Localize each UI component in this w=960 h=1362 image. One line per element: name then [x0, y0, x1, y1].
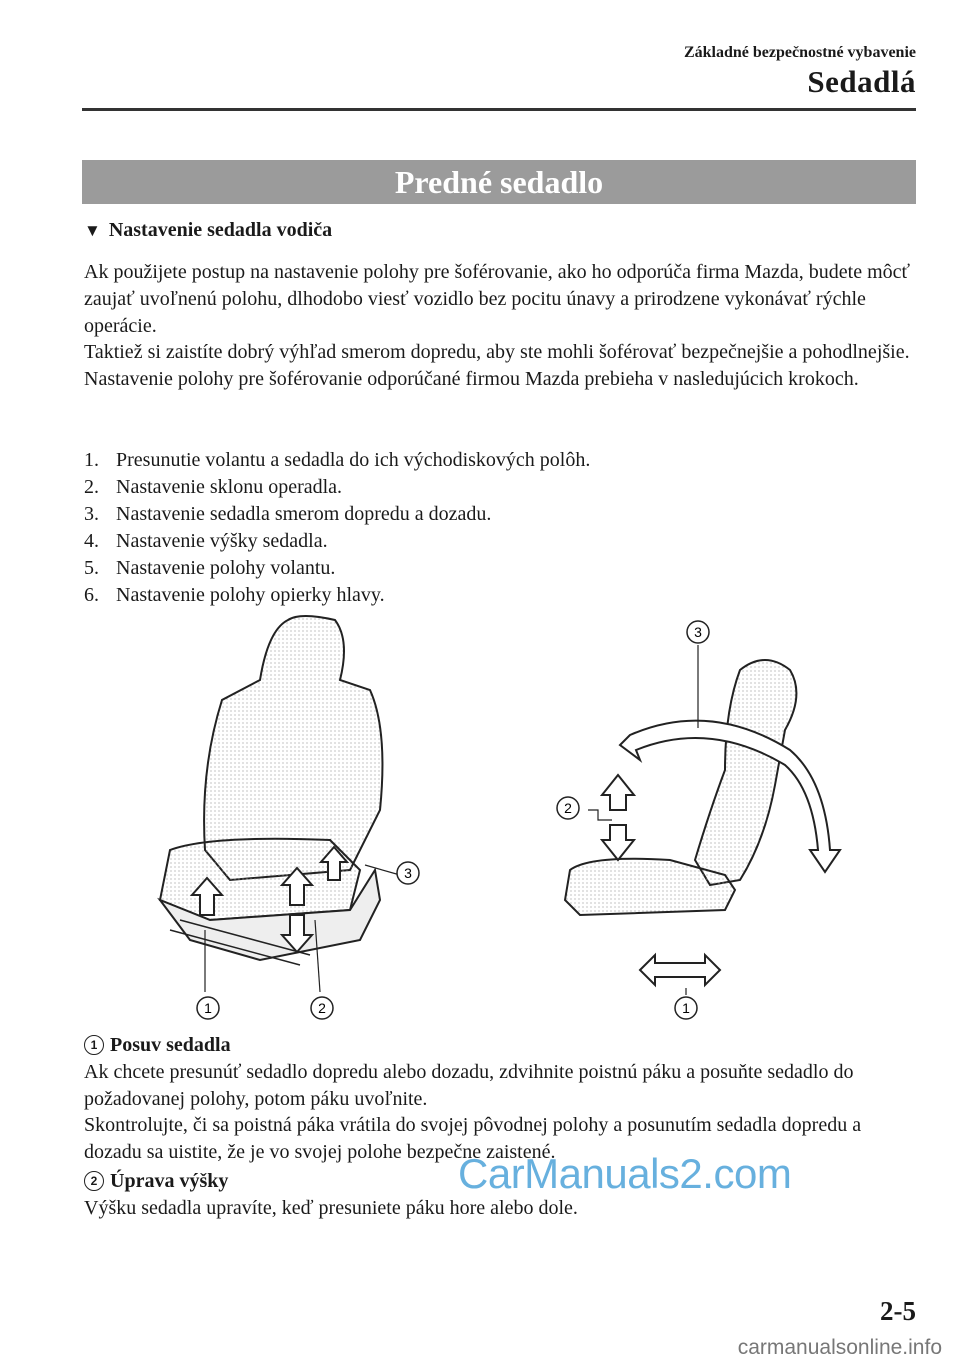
section-paragraph: Ak chcete presunúť sedadlo dopredu alebo dozadu, zdvihnite poistnú páku a posuňte sedadlo do požadovanej polohy, potom páku uvoľnite. — [84, 1060, 854, 1110]
intro-paragraph: Taktiež si zaistíte dobrý výhľad smerom dopredu, aby ste mohli šoférovať bezpečnejšie a pohodlnejšie. — [84, 341, 910, 364]
step-item — [84, 582, 590, 609]
svg-text:3: 3 — [694, 624, 702, 640]
seat-adjustment-figure — [150, 610, 870, 1030]
callout-3-left — [397, 862, 419, 884]
section-band-title: Predné sedadlo — [82, 160, 916, 204]
step-number: 2. — [84, 476, 99, 498]
section-paragraph: Výšku sedadla upravíte, keď presuniete páku hore alebo dole. — [84, 1196, 578, 1219]
step-number: 1. — [84, 449, 99, 471]
section-title: Úprava výšky — [110, 1170, 229, 1192]
section-seat-slide — [84, 1032, 919, 1166]
footer-watermark: carmanualsonline.info — [737, 1336, 942, 1359]
header-rule — [82, 108, 916, 111]
step-text: Nastavenie sedadla smerom dopredu a dozadu. — [116, 503, 492, 525]
side-seat-drawing — [565, 660, 796, 915]
intro-paragraph: Ak použijete postup na nastavenie polohy pre šoférovanie, ako ho odporúča firma Mazda, budete môcť zaujať uvoľnenú polohu, dlhodobo viesť vozidlo bez pocitu únavy a prirodzene vykonávať rýchle operácie. — [84, 261, 911, 337]
page-number: 2-5 — [880, 1296, 916, 1326]
svg-text:1: 1 — [682, 1000, 690, 1016]
step-number: 4. — [84, 530, 99, 552]
callout-number-icon: 1 — [84, 1035, 104, 1055]
front-seat-drawing — [160, 616, 382, 960]
step-number: 6. — [84, 584, 99, 606]
step-item — [84, 447, 590, 474]
step-item — [84, 555, 590, 582]
triangle-marker-icon: ▼ — [84, 221, 101, 240]
side-leader-lines — [588, 645, 698, 995]
section-heading — [84, 1032, 919, 1059]
callout-3-right — [687, 621, 709, 643]
svg-text:2: 2 — [564, 800, 572, 816]
svg-text:2: 2 — [318, 1000, 326, 1016]
section-title: Posuv sedadla — [110, 1034, 231, 1056]
step-text: Presunutie volantu a sedadla do ich východiskových polôh. — [116, 449, 591, 471]
subheading-text: Nastavenie sedadla vodiča — [108, 219, 333, 241]
callout-1-left — [197, 997, 219, 1019]
header-chapter: Sedadlá — [807, 64, 916, 99]
callout-2-left — [311, 997, 333, 1019]
callout-1-right — [675, 997, 697, 1019]
step-text: Nastavenie polohy opierky hlavy. — [116, 584, 385, 606]
svg-text:3: 3 — [404, 865, 412, 881]
svg-text:1: 1 — [204, 1000, 212, 1016]
callout-2-right — [557, 797, 579, 819]
step-text: Nastavenie výšky sedadla. — [116, 530, 328, 552]
step-item — [84, 474, 590, 501]
watermark: CarManuals2.com — [458, 1150, 792, 1197]
step-item — [84, 528, 590, 555]
intro-paragraph: Nastavenie polohy pre šoférovanie odporúčané firmou Mazda prebieha v nasledujúcich krokoch. — [84, 368, 859, 391]
callout-number-icon: 2 — [84, 1171, 104, 1191]
step-text: Nastavenie sklonu operadla. — [116, 476, 343, 498]
steps-list — [84, 447, 590, 609]
step-text: Nastavenie polohy volantu. — [116, 557, 336, 579]
section-paragraph: Skontrolujte, či sa poistná páka vrátila do svojej pôvodnej polohy a posunutím sedadla dopredu a dozadu sa uistite, že je vo svojej polohe bezpečne zaistené. — [84, 1114, 862, 1164]
step-number: 5. — [84, 557, 99, 579]
intro-text — [84, 259, 919, 393]
subheading — [84, 219, 332, 242]
step-number: 3. — [84, 503, 99, 525]
step-item — [84, 501, 590, 528]
header-section: Základné bezpečnostné vybavenie — [683, 44, 916, 61]
